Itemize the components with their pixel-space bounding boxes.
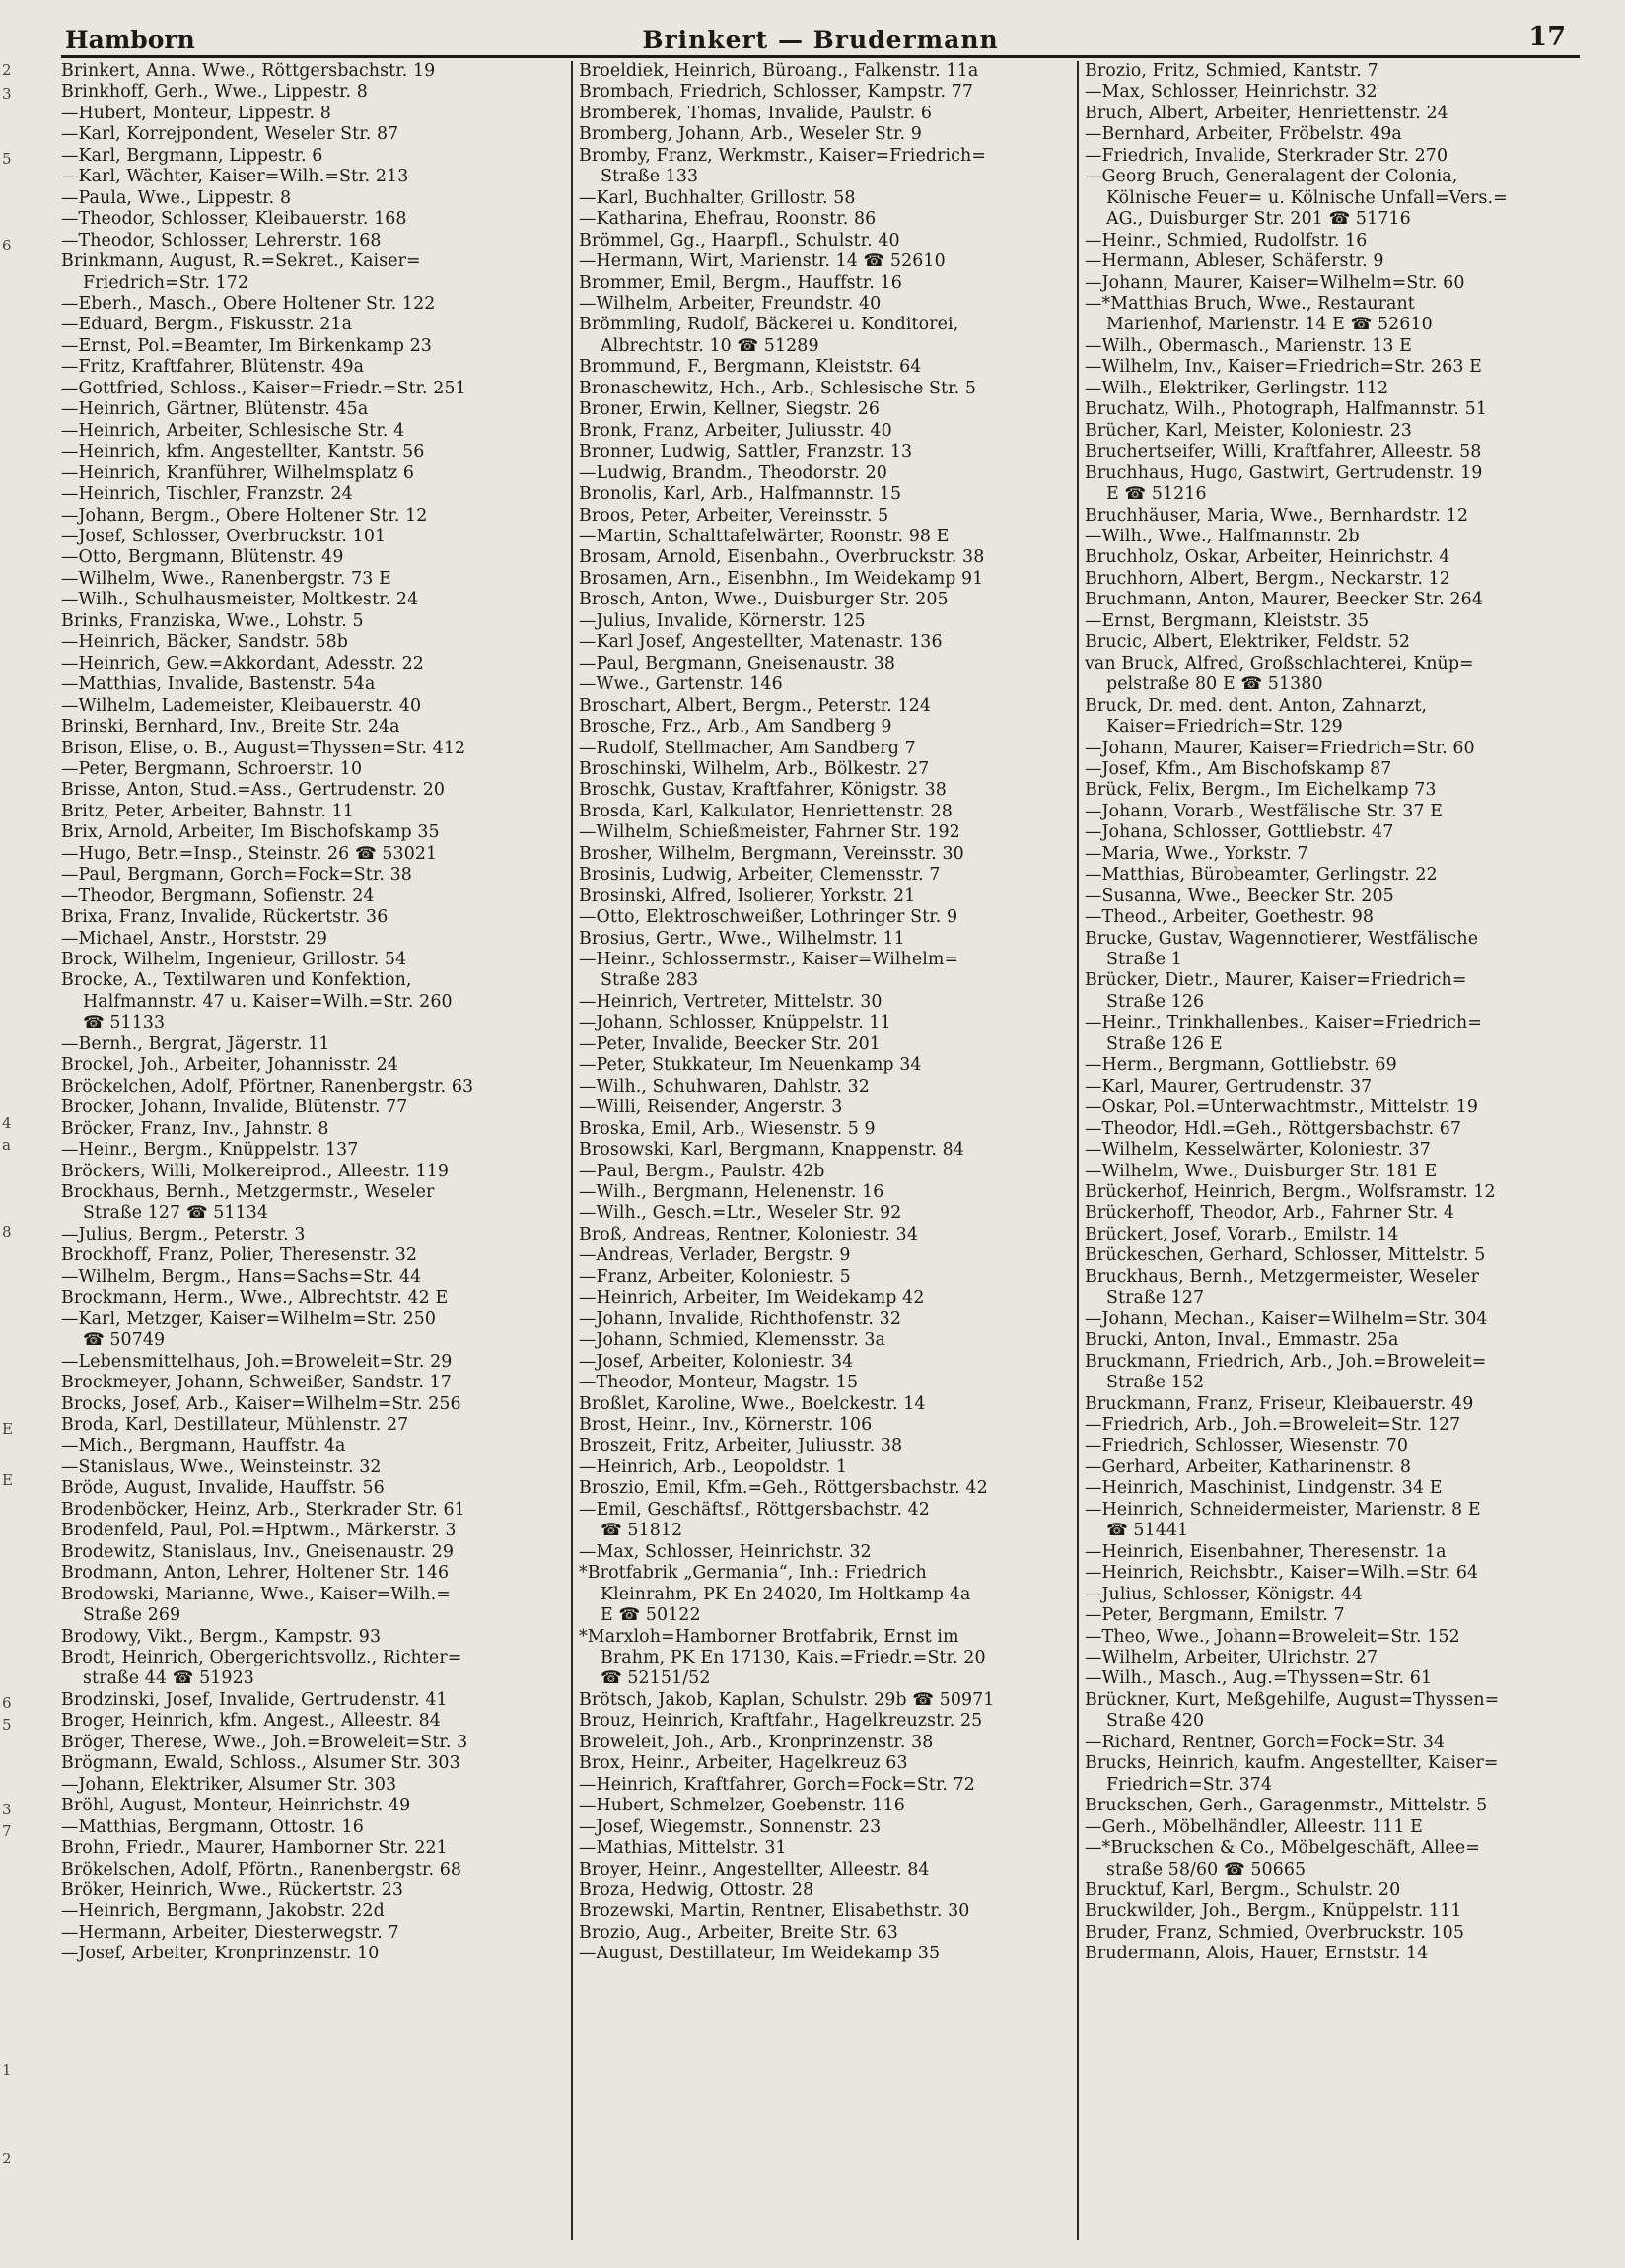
directory-entry: Halfmannstr. 47 u. Kaiser=Wilh.=Str. 260 xyxy=(83,991,453,1012)
directory-entry: —Julius, Schlosser, Königstr. 44 xyxy=(1085,1584,1363,1604)
directory-entry: Brücher, Karl, Meister, Koloniestr. 23 xyxy=(1085,420,1412,441)
directory-entry: Brouz, Heinrich, Kraftfahr., Hagelkreuzstr. 25 xyxy=(579,1711,983,1732)
directory-entry: Bruder, Franz, Schmied, Overbruckstr. 105 xyxy=(1085,1922,1465,1943)
directory-entry: Bröde, August, Invalide, Hauffstr. 56 xyxy=(61,1478,385,1499)
directory-entry: Brosche, Frz., Arb., Am Sandberg 9 xyxy=(579,717,892,738)
margin-mark: 2 xyxy=(2,2150,12,2167)
directory-entry: —Heinr., Trinkhallenbes., Kaiser=Friedrich= xyxy=(1085,1013,1483,1033)
margin-mark: 1 xyxy=(2,2061,12,2079)
directory-entry: —Karl, Maurer, Gertrudenstr. 37 xyxy=(1085,1076,1373,1097)
directory-entry: —Maria, Wwe., Yorkstr. 7 xyxy=(1085,843,1308,864)
directory-entry: Straße 127 xyxy=(1106,1288,1205,1309)
directory-entry: —Josef, Schlosser, Overbruckstr. 101 xyxy=(61,526,387,546)
directory-entry: —Gerhard, Arbeiter, Katharinenstr. 8 xyxy=(1085,1456,1412,1477)
margin-mark: a xyxy=(2,1136,11,1154)
directory-entry: —Josef, Arbeiter, Kronprinzenstr. 10 xyxy=(61,1944,380,1964)
directory-entry: —Richard, Rentner, Gorch=Fock=Str. 34 xyxy=(1085,1732,1446,1752)
directory-entry: Bröckelchen, Adolf, Pförtner, Ranenbergstr. 63 xyxy=(61,1076,474,1097)
directory-entry: —Heinrich, Arbeiter, Im Weidekamp 42 xyxy=(579,1288,925,1309)
directory-entry: Broner, Erwin, Kellner, Siegstr. 26 xyxy=(579,399,881,420)
directory-entry: Bröger, Therese, Wwe., Joh.=Broweleit=Str. 3 xyxy=(61,1732,468,1752)
directory-entry: Bruck, Dr. med. dent. Anton, Zahnarzt, xyxy=(1085,695,1428,716)
directory-entry: Brucks, Heinrich, kaufm. Angestellter, Kaiser= xyxy=(1085,1753,1499,1774)
directory-column-1 xyxy=(61,61,562,2240)
directory-entry: —Oskar, Pol.=Unterwachtmstr., Mittelstr. 19 xyxy=(1085,1098,1479,1118)
directory-entry: —Wilhelm, Wwe., Duisburger Str. 181 E xyxy=(1085,1161,1438,1181)
directory-entry: Bronk, Franz, Arbeiter, Juliusstr. 40 xyxy=(579,420,892,441)
directory-entry: —Friedrich, Arb., Joh.=Broweleit=Str. 127 xyxy=(1085,1415,1461,1435)
directory-entry: Bruchhorn, Albert, Bergm., Neckarstr. 12 xyxy=(1085,568,1450,589)
margin-mark: 7 xyxy=(2,1822,12,1840)
directory-entry: Brozewski, Martin, Rentner, Elisabethstr. 30 xyxy=(579,1901,970,1922)
directory-entry: —Mich., Bergmann, Hauffstr. 4a xyxy=(61,1436,346,1456)
directory-entry: Brinski, Bernhard, Inv., Breite Str. 24a xyxy=(61,717,400,738)
directory-entry: ☎ 52151/52 xyxy=(601,1668,711,1689)
header-name-range: Brinkert — Brudermann xyxy=(642,26,999,54)
directory-entry: —Matthias, Bürobeamter, Gerlingstr. 22 xyxy=(1085,865,1438,886)
directory-entry: Brömmling, Rudolf, Bäckerei u. Konditorei, xyxy=(579,315,959,335)
directory-entry: Kleinrahm, PK En 24020, Im Holtkamp 4a xyxy=(601,1584,971,1604)
directory-entry: —Johann, Vorarb., Westfälische Str. 37 E xyxy=(1085,801,1443,821)
directory-entry: Bröcker, Franz, Inv., Jahnstr. 8 xyxy=(61,1118,329,1139)
directory-entry: Broweleit, Joh., Arb., Kronprinzenstr. 38 xyxy=(579,1732,934,1752)
directory-entry: Broszio, Emil, Kfm.=Geh., Röttgersbachstr. 42 xyxy=(579,1478,988,1499)
directory-entry: —Johann, Invalide, Richthofenstr. 32 xyxy=(579,1309,902,1329)
directory-entry: Bröckers, Willi, Molkereiprod., Alleestr. 119 xyxy=(61,1161,450,1181)
directory-entry: —Hermann, Ableser, Schäferstr. 9 xyxy=(1085,251,1384,272)
directory-entry: —Katharina, Ehefrau, Roonstr. 86 xyxy=(579,209,877,230)
directory-entry: —Wilh., Bergmann, Helenenstr. 16 xyxy=(579,1182,884,1203)
directory-entry: pelstraße 80 E ☎ 51380 xyxy=(1106,674,1323,695)
directory-entry: —Wilh., Elektriker, Gerlingstr. 112 xyxy=(1085,378,1389,398)
margin-mark: 6 xyxy=(2,237,12,254)
directory-entry: Friedrich=Str. 374 xyxy=(1106,1774,1273,1795)
directory-entry: Straße 152 xyxy=(1106,1373,1205,1393)
directory-entry: —Paul, Bergmann, Gneisenaustr. 38 xyxy=(579,653,896,673)
directory-entry: E ☎ 51216 xyxy=(1106,484,1207,505)
directory-entry: Broska, Emil, Arb., Wiesenstr. 5 9 xyxy=(579,1118,876,1139)
directory-entry: —Wilhelm, Inv., Kaiser=Friedrich=Str. 263 E xyxy=(1085,357,1482,378)
directory-entry: Friedrich=Str. 172 xyxy=(83,272,249,293)
directory-entry: Bromberg, Johann, Arb., Weseler Str. 9 xyxy=(579,124,922,145)
directory-entry: —Ludwig, Brandm., Theodorstr. 20 xyxy=(579,462,887,483)
directory-entry: Broschinski, Wilhelm, Arb., Bölkestr. 27 xyxy=(579,758,930,779)
directory-entry: —Wilh., Masch., Aug.=Thyssen=Str. 61 xyxy=(1085,1668,1433,1689)
directory-entry: Brinkert, Anna. Wwe., Röttgersbachstr. 19 xyxy=(61,61,436,81)
directory-entry: Brocke, A., Textilwaren und Konfektion, xyxy=(61,970,412,991)
directory-entry: Brodewitz, Stanislaus, Inv., Gneisenaustr. 29 xyxy=(61,1541,455,1562)
directory-entry: —Mathias, Mittelstr. 31 xyxy=(579,1838,787,1859)
directory-entry: Brixa, Franz, Invalide, Rückertstr. 36 xyxy=(61,907,389,928)
directory-entry: Brommund, F., Bergmann, Kleiststr. 64 xyxy=(579,357,922,378)
directory-entry: Brückeschen, Gerhard, Schlosser, Mittelstr. 5 xyxy=(1085,1245,1486,1266)
directory-entry: Brockhoff, Franz, Polier, Theresenstr. 32 xyxy=(61,1245,418,1266)
directory-entry: Brozio, Fritz, Schmied, Kantstr. 7 xyxy=(1085,61,1378,81)
directory-entry: —Michael, Anstr., Horststr. 29 xyxy=(61,928,327,949)
directory-entry: —Gerh., Möbelhändler, Alleestr. 111 E xyxy=(1085,1816,1423,1837)
directory-entry: Marienhof, Marienstr. 14 E ☎ 52610 xyxy=(1106,315,1433,335)
directory-entry: —Bernhard, Arbeiter, Fröbelstr. 49a xyxy=(1085,124,1402,145)
directory-entry: —Rudolf, Stellmacher, Am Sandberg 7 xyxy=(579,738,916,758)
directory-entry: Bruckhaus, Bernh., Metzgermeister, Weseler xyxy=(1085,1266,1480,1287)
directory-entry: —Theodor, Schlosser, Kleibauerstr. 168 xyxy=(61,209,407,230)
directory-entry: Brock, Wilhelm, Ingenieur, Grillostr. 54 xyxy=(61,950,407,970)
directory-entry: Bronaschewitz, Hch., Arb., Schlesische Str. 5 xyxy=(579,378,977,398)
directory-entry: —Johann, Mechan., Kaiser=Wilhelm=Str. 304 xyxy=(1085,1309,1488,1329)
directory-entry: —Max, Schlosser, Heinrichstr. 32 xyxy=(1085,82,1378,103)
directory-entry: —Paula, Wwe., Lippestr. 8 xyxy=(61,187,292,208)
directory-entry: —Heinrich, Kraftfahrer, Gorch=Fock=Str. 72 xyxy=(579,1774,975,1795)
margin-mark: 4 xyxy=(2,1114,12,1132)
directory-entry: —Friedrich, Schlosser, Wiesenstr. 70 xyxy=(1085,1436,1409,1456)
directory-entry: —Peter, Stukkateur, Im Neuenkamp 34 xyxy=(579,1055,922,1076)
directory-entry: Brinkmann, August, R.=Sekret., Kaiser= xyxy=(61,251,421,272)
directory-entry: Broszeit, Fritz, Arbeiter, Juliusstr. 38 xyxy=(579,1436,903,1456)
margin-mark: E xyxy=(2,1420,13,1438)
directory-entry: ☎ 51133 xyxy=(83,1013,166,1033)
directory-entry: —Paul, Bergm., Paulstr. 42b xyxy=(579,1161,825,1181)
directory-entry: —Karl, Buchhalter, Grillostr. 58 xyxy=(579,187,856,208)
directory-entry: —Wilhelm, Arbeiter, Ulrichstr. 27 xyxy=(1085,1647,1378,1667)
directory-entry: Brocker, Johann, Invalide, Blütenstr. 77 xyxy=(61,1098,408,1118)
directory-entry: Bröker, Heinrich, Wwe., Rückertstr. 23 xyxy=(61,1879,404,1900)
directory-entry: Broeldiek, Heinrich, Büroang., Falkenstr. 11a xyxy=(579,61,979,81)
directory-entry: Bruckschen, Gerh., Garagenmstr., Mittelstr. 5 xyxy=(1085,1796,1488,1816)
directory-entry: —Franz, Arbeiter, Koloniestr. 5 xyxy=(579,1266,851,1287)
directory-entry: —Emil, Geschäftsf., Röttgersbachstr. 42 xyxy=(579,1499,930,1520)
directory-entry: —Peter, Bergmann, Emilstr. 7 xyxy=(1085,1605,1345,1626)
directory-entry: —Johann, Bergm., Obere Holtener Str. 12 xyxy=(61,505,428,526)
directory-entry: —Max, Schlosser, Heinrichstr. 32 xyxy=(579,1541,872,1562)
directory-entry: Brosinski, Alfred, Isolierer, Yorkstr. 21 xyxy=(579,886,916,906)
directory-entry: Brosinis, Ludwig, Arbeiter, Clemensstr. 7 xyxy=(579,865,941,886)
directory-entry: —Heinrich, Schneidermeister, Marienstr. 8 E xyxy=(1085,1499,1481,1520)
directory-entry: —Wilhelm, Lademeister, Kleibauerstr. 40 xyxy=(61,695,422,716)
directory-entry: —Ernst, Pol.=Beamter, Im Birkenkamp 23 xyxy=(61,335,432,356)
directory-entry: —Wilh., Schulhausmeister, Moltkestr. 24 xyxy=(61,590,419,610)
directory-entry: Brückerhoff, Theodor, Arb., Fahrner Str. 4 xyxy=(1085,1203,1455,1224)
directory-entry: Bruchatz, Wilh., Photograph, Halfmannstr. 51 xyxy=(1085,399,1488,420)
directory-entry: —Heinrich, Eisenbahner, Theresenstr. 1a xyxy=(1085,1541,1447,1562)
directory-entry: Brökelschen, Adolf, Pförtn., Ranenbergstr. 68 xyxy=(61,1859,462,1879)
directory-entry: E ☎ 50122 xyxy=(601,1605,701,1626)
directory-entry: Brommer, Emil, Bergm., Hauffstr. 16 xyxy=(579,272,902,293)
directory-entry: Bruchholz, Oskar, Arbeiter, Heinrichstr. 4 xyxy=(1085,547,1450,568)
directory-entry: Brisse, Anton, Stud.=Ass., Gertrudenstr. 20 xyxy=(61,780,446,801)
directory-entry: Bruckwilder, Joh., Bergm., Knüppelstr. 111 xyxy=(1085,1901,1462,1922)
directory-entry: Brodt, Heinrich, Obergerichtsvollz., Richter= xyxy=(61,1647,462,1667)
directory-entry: —Heinrich, Kranführer, Wilhelmsplatz 6 xyxy=(61,462,415,483)
directory-entry: Straße 269 xyxy=(83,1605,181,1626)
directory-entry: Brison, Elise, o. B., August=Thyssen=Str. 412 xyxy=(61,738,466,758)
directory-entry: —Johann, Maurer, Kaiser=Friedrich=Str. 60 xyxy=(1085,738,1475,758)
directory-entry: Britz, Peter, Arbeiter, Bahnstr. 11 xyxy=(61,801,354,821)
directory-entry: —Matthias, Invalide, Bastenstr. 54a xyxy=(61,674,376,695)
directory-entry: Brockel, Joh., Arbeiter, Johannisstr. 24 xyxy=(61,1055,398,1076)
directory-entry: Brodenböcker, Heinz, Arb., Sterkrader Str. 61 xyxy=(61,1499,465,1520)
directory-entry: —Heinrich, Tischler, Franzstr. 24 xyxy=(61,484,353,505)
directory-entry: —*Bruckschen & Co., Möbelgeschäft, Allee= xyxy=(1085,1838,1480,1859)
directory-entry: —Johann, Schlosser, Knüppelstr. 11 xyxy=(579,1013,891,1033)
directory-entry: —Heinr., Schmied, Rudolfstr. 16 xyxy=(1085,230,1368,250)
directory-entry: —August, Destillateur, Im Weidekamp 35 xyxy=(579,1944,941,1964)
directory-entry: —Wilhelm, Bergm., Hans=Sachs=Str. 44 xyxy=(61,1266,422,1287)
directory-entry: —Josef, Arbeiter, Koloniestr. 34 xyxy=(579,1351,854,1372)
directory-entry: Brückner, Kurt, Meßgehilfe, August=Thyssen= xyxy=(1085,1689,1500,1710)
directory-entry: —Herm., Bergmann, Gottliebstr. 69 xyxy=(1085,1055,1397,1076)
directory-entry: —Theodor, Schlosser, Lehrerstr. 168 xyxy=(61,230,382,250)
directory-entry: Straße 283 xyxy=(601,970,699,991)
directory-entry: Straße 420 xyxy=(1106,1711,1205,1732)
directory-entry: —Paul, Bergmann, Gorch=Fock=Str. 38 xyxy=(61,865,412,886)
directory-entry: —Karl, Wächter, Kaiser=Wilh.=Str. 213 xyxy=(61,167,409,187)
page-header xyxy=(61,22,1580,58)
directory-entry: —Peter, Bergmann, Schroerstr. 10 xyxy=(61,758,363,779)
directory-entry: —Otto, Elektroschweißer, Lothringer Str. 9 xyxy=(579,907,958,928)
directory-entry: ☎ 50749 xyxy=(83,1330,166,1351)
directory-entry: —Heinr., Bergm., Knüppelstr. 137 xyxy=(61,1140,359,1161)
directory-entry: Brosda, Karl, Kalkulator, Henriettenstr. 28 xyxy=(579,801,953,821)
directory-entry: Brosch, Anton, Wwe., Duisburger Str. 205 xyxy=(579,590,949,610)
directory-entry: Broschk, Gustav, Kraftfahrer, Königstr. 38 xyxy=(579,780,947,801)
directory-entry: Broda, Karl, Destillateur, Mühlenstr. 27 xyxy=(61,1415,409,1435)
directory-entry: ☎ 51441 xyxy=(1106,1521,1189,1541)
margin-mark: 8 xyxy=(2,1223,12,1240)
directory-entry: Brucktuf, Karl, Bergm., Schulstr. 20 xyxy=(1085,1879,1401,1900)
margin-mark: 3 xyxy=(2,85,12,103)
directory-entry: straße 58/60 ☎ 50665 xyxy=(1106,1859,1307,1879)
directory-entry: —Fritz, Kraftfahrer, Blütenstr. 49a xyxy=(61,357,365,378)
directory-entry: —Johann, Maurer, Kaiser=Wilhelm=Str. 60 xyxy=(1085,272,1465,293)
directory-entry: Bruchmann, Anton, Maurer, Beecker Str. 264 xyxy=(1085,590,1483,610)
directory-entry: Straße 126 E xyxy=(1106,1033,1223,1054)
directory-entry: —Gottfried, Schloss., Kaiser=Friedr.=Str. 251 xyxy=(61,378,466,398)
directory-entry: —Heinrich, Arbeiter, Schlesische Str. 4 xyxy=(61,420,405,441)
directory-entry: —Susanna, Wwe., Beecker Str. 205 xyxy=(1085,886,1394,906)
directory-entry: —Josef, Kfm., Am Bischofskamp 87 xyxy=(1085,758,1392,779)
directory-entry: —Ernst, Bergmann, Kleiststr. 35 xyxy=(1085,610,1370,631)
directory-entry: Brögmann, Ewald, Schloss., Alsumer Str. 303 xyxy=(61,1753,460,1774)
directory-entry: Broyer, Heinr., Angestellter, Alleestr. 84 xyxy=(579,1859,930,1879)
directory-entry: Bruch, Albert, Arbeiter, Henriettenstr. 24 xyxy=(1085,103,1448,123)
directory-entry: Brost, Heinr., Inv., Körnerstr. 106 xyxy=(579,1415,873,1435)
directory-entry: —Karl, Korrejpondent, Weseler Str. 87 xyxy=(61,124,399,145)
margin-mark: 3 xyxy=(2,1801,12,1818)
directory-entry: —Heinrich, Gärtner, Blütenstr. 45a xyxy=(61,399,369,420)
directory-entry: —Wilh., Wwe., Halfmannstr. 2b xyxy=(1085,526,1360,546)
directory-entry: Brodowski, Marianne, Wwe., Kaiser=Wilh.= xyxy=(61,1584,451,1604)
directory-entry: Brinkhoff, Gerh., Wwe., Lippestr. 8 xyxy=(61,82,368,103)
directory-entry: —Theodor, Monteur, Magstr. 15 xyxy=(579,1373,859,1393)
directory-entry: —Hubert, Schmelzer, Goebenstr. 116 xyxy=(579,1796,905,1816)
directory-entry: —Theodor, Bergmann, Sofienstr. 24 xyxy=(61,886,375,906)
directory-entry: Bromby, Franz, Werkmstr., Kaiser=Friedrich= xyxy=(579,145,986,166)
margin-mark: 2 xyxy=(2,61,12,79)
directory-entry: —Eduard, Bergm., Fiskusstr. 21a xyxy=(61,315,353,335)
directory-entry: —Theodor, Hdl.=Geh., Röttgersbachstr. 67 xyxy=(1085,1118,1462,1139)
directory-entry: Kaiser=Friedrich=Str. 129 xyxy=(1106,717,1343,738)
directory-entry: Brombach, Friedrich, Schlosser, Kampstr. 77 xyxy=(579,82,974,103)
directory-entry: —Willi, Reisender, Angerstr. 3 xyxy=(579,1098,843,1118)
directory-entry: —Hubert, Monteur, Lippestr. 8 xyxy=(61,103,331,123)
directory-entry: —Heinrich, kfm. Angestellter, Kantstr. 56 xyxy=(61,442,425,462)
directory-entry: Broschart, Albert, Bergm., Peterstr. 124 xyxy=(579,695,932,716)
directory-entry: *Brotfabrik „Germania“, Inh.: Friedrich xyxy=(579,1563,927,1584)
directory-entry: Brosher, Wilhelm, Bergmann, Vereinsstr. 30 xyxy=(579,843,964,864)
directory-entry: ☎ 51812 xyxy=(601,1521,683,1541)
directory-entry: —Bernh., Bergrat, Jägerstr. 11 xyxy=(61,1033,330,1054)
directory-entry: Broos, Peter, Arbeiter, Vereinsstr. 5 xyxy=(579,505,889,526)
directory-entry: Brahm, PK En 17130, Kais.=Friedr.=Str. 20 xyxy=(601,1647,986,1667)
directory-entry: Bruchertseifer, Willi, Kraftfahrer, Alleestr. 58 xyxy=(1085,442,1482,462)
directory-entry: —Wilhelm, Arbeiter, Freundstr. 40 xyxy=(579,293,882,314)
directory-entry: —Hermann, Wirt, Marienstr. 14 ☎ 52610 xyxy=(579,251,946,272)
directory-entry: —Johann, Elektriker, Alsumer Str. 303 xyxy=(61,1774,397,1795)
directory-entry: Brucic, Albert, Elektriker, Feldstr. 52 xyxy=(1085,632,1411,653)
directory-entry: Brückert, Josef, Vorarb., Emilstr. 14 xyxy=(1085,1224,1399,1244)
directory-entry: Brosowski, Karl, Bergmann, Knappenstr. 84 xyxy=(579,1140,964,1161)
directory-entry: Broger, Heinrich, kfm. Angest., Alleestr. 84 xyxy=(61,1711,441,1732)
directory-entry: Brohn, Friedr., Maurer, Hamborner Str. 221 xyxy=(61,1838,448,1859)
directory-entry: —Heinrich, Bergmann, Jakobstr. 22d xyxy=(61,1901,385,1922)
directory-entry: Bröhl, August, Monteur, Heinrichstr. 49 xyxy=(61,1796,411,1816)
directory-entry: —Hermann, Arbeiter, Diesterwegstr. 7 xyxy=(61,1922,399,1943)
directory-entry: Brix, Arnold, Arbeiter, Im Bischofskamp 35 xyxy=(61,822,440,843)
directory-entry: straße 44 ☎ 51923 xyxy=(83,1668,254,1689)
directory-entry: —Otto, Bergmann, Blütenstr. 49 xyxy=(61,547,344,568)
margin-mark: E xyxy=(2,1471,13,1489)
directory-entry: Brucke, Gustav, Wagennotierer, Westfälische xyxy=(1085,928,1479,949)
left-margin-strip xyxy=(0,39,16,2258)
directory-entry: —Julius, Bergm., Peterstr. 3 xyxy=(61,1224,306,1244)
directory-entry: —Stanislaus, Wwe., Weinsteinstr. 32 xyxy=(61,1456,382,1477)
margin-mark: 5 xyxy=(2,1716,12,1734)
directory-entry: Broß, Andreas, Rentner, Koloniestr. 34 xyxy=(579,1224,918,1244)
directory-entry: —Wilh., Obermasch., Marienstr. 13 E xyxy=(1085,335,1412,356)
directory-entry: —Johana, Schlosser, Gottliebstr. 47 xyxy=(1085,822,1394,843)
directory-entry: Brockhaus, Bernh., Metzgermstr., Weseler xyxy=(61,1182,435,1203)
directory-entry: —Hugo, Betr.=Insp., Steinstr. 26 ☎ 53021 xyxy=(61,843,438,864)
directory-column-3 xyxy=(1077,61,1590,2240)
directory-entry: —Karl Josef, Angestellter, Matenastr. 136 xyxy=(579,632,943,653)
directory-entry: Brückerhof, Heinrich, Bergm., Wolfsramstr. 12 xyxy=(1085,1182,1496,1203)
directory-entry: Straße 1 xyxy=(1106,950,1182,970)
directory-entry: —Theo, Wwe., Johann=Broweleit=Str. 152 xyxy=(1085,1626,1460,1647)
directory-entry: Bruchhäuser, Maria, Wwe., Bernhardstr. 12 xyxy=(1085,505,1468,526)
directory-entry: Bruckmann, Friedrich, Arb., Joh.=Broweleit= xyxy=(1085,1351,1487,1372)
directory-entry: Brockmeyer, Johann, Schweißer, Sandstr. 17 xyxy=(61,1373,452,1393)
directory-entry: Brucki, Anton, Inval., Emmastr. 25a xyxy=(1085,1330,1399,1351)
directory-entry: —Johann, Schmied, Klemensstr. 3a xyxy=(579,1330,885,1351)
directory-entry: Brozio, Aug., Arbeiter, Breite Str. 63 xyxy=(579,1922,898,1943)
directory-entry: —Karl, Metzger, Kaiser=Wilhelm=Str. 250 xyxy=(61,1309,437,1329)
directory-entry: Bruckmann, Franz, Friseur, Kleibauerstr. 49 xyxy=(1085,1393,1474,1414)
directory-entry: —*Matthias Bruch, Wwe., Restaurant xyxy=(1085,293,1415,314)
directory-entry: Albrechtstr. 10 ☎ 51289 xyxy=(601,335,819,356)
directory-entry: Broza, Hedwig, Ottostr. 28 xyxy=(579,1879,814,1900)
directory-entry: —Karl, Bergmann, Lippestr. 6 xyxy=(61,145,323,166)
directory-entry: Bronolis, Karl, Arb., Halfmannstr. 15 xyxy=(579,484,902,505)
directory-entry: —Heinrich, Gew.=Akkordant, Adesstr. 22 xyxy=(61,653,424,673)
directory-entry: —Eberh., Masch., Obere Holtener Str. 122 xyxy=(61,293,436,314)
directory-entry: —Andreas, Verlader, Bergstr. 9 xyxy=(579,1245,851,1266)
directory-column-2 xyxy=(571,61,1074,2240)
margin-mark: 6 xyxy=(2,1694,12,1712)
directory-entry: van Bruck, Alfred, Großschlachterei, Knüp= xyxy=(1085,653,1474,673)
directory-entry: Brück, Felix, Bergm., Im Eichelkamp 73 xyxy=(1085,780,1437,801)
directory-entry: —Wwe., Gartenstr. 146 xyxy=(579,674,783,695)
directory-entry: —Lebensmittelhaus, Joh.=Broweleit=Str. 29 xyxy=(61,1351,453,1372)
directory-entry: Brox, Heinr., Arbeiter, Hagelkreuz 63 xyxy=(579,1753,908,1774)
directory-entry: Brosamen, Arn., Eisenbhn., Im Weidekamp 91 xyxy=(579,568,984,589)
directory-entry: Broßlet, Karoline, Wwe., Boelckestr. 14 xyxy=(579,1393,926,1414)
directory-entry: Straße 127 ☎ 51134 xyxy=(83,1203,269,1224)
directory-entry: Brücker, Dietr., Maurer, Kaiser=Friedrich= xyxy=(1085,970,1467,991)
directory-entry: Bruchhaus, Hugo, Gastwirt, Gertrudenstr. 19 xyxy=(1085,462,1483,483)
directory-entry: —Heinr., Schlossermstr., Kaiser=Wilhelm= xyxy=(579,950,959,970)
directory-entry: Bronner, Ludwig, Sattler, Franzstr. 13 xyxy=(579,442,913,462)
directory-entry: Brodowy, Vikt., Bergm., Kampstr. 93 xyxy=(61,1626,382,1647)
directory-entry: Brocks, Josef, Arb., Kaiser=Wilhelm=Str. 256 xyxy=(61,1393,461,1414)
directory-entry: —Matthias, Bergmann, Ottostr. 16 xyxy=(61,1816,364,1837)
directory-entry: Brömmel, Gg., Haarpfl., Schulstr. 40 xyxy=(579,230,900,250)
directory-entry: —Theod., Arbeiter, Goethestr. 98 xyxy=(1085,907,1375,928)
margin-mark: 5 xyxy=(2,150,12,168)
directory-entry: —Georg Bruch, Generalagent der Colonia, xyxy=(1085,167,1458,187)
directory-entry: —Martin, Schalttafelwärter, Roonstr. 98 E xyxy=(579,526,950,546)
directory-entry: Kölnische Feuer= u. Kölnische Unfall=Vers.= xyxy=(1106,187,1508,208)
directory-entry: Brinks, Franziska, Wwe., Lohstr. 5 xyxy=(61,610,364,631)
directory-entry: —Josef, Wiegemstr., Sonnenstr. 23 xyxy=(579,1816,882,1837)
directory-entry: Brodzinski, Josef, Invalide, Gertrudenstr. 41 xyxy=(61,1689,448,1710)
directory-columns xyxy=(61,61,1588,2240)
directory-entry: —Wilh., Gesch.=Ltr., Weseler Str. 92 xyxy=(579,1203,902,1224)
directory-entry: Brosius, Gertr., Wwe., Wilhelmstr. 11 xyxy=(579,928,905,949)
directory-entry: *Marxloh=Hamborner Brotfabrik, Ernst im xyxy=(579,1626,959,1647)
directory-entry: Brockmann, Herm., Wwe., Albrechtstr. 42 E xyxy=(61,1288,449,1309)
directory-entry: —Heinrich, Vertreter, Mittelstr. 30 xyxy=(579,991,883,1012)
directory-entry: Brötsch, Jakob, Kaplan, Schulstr. 29b ☎ 50971 xyxy=(579,1689,995,1710)
directory-entry: Straße 133 xyxy=(601,167,699,187)
header-locality: Hamborn xyxy=(65,26,195,54)
directory-entry: —Wilhelm, Wwe., Ranenbergstr. 73 E xyxy=(61,568,391,589)
directory-entry: Brosam, Arnold, Eisenbahn., Overbruckstr. 38 xyxy=(579,547,985,568)
directory-entry: Brudermann, Alois, Hauer, Ernststr. 14 xyxy=(1085,1944,1429,1964)
directory-entry: —Heinrich, Bäcker, Sandstr. 58b xyxy=(61,632,349,653)
directory-entry: AG., Duisburger Str. 201 ☎ 51716 xyxy=(1106,209,1411,230)
directory-entry: —Wilh., Schuhwaren, Dahlstr. 32 xyxy=(579,1076,870,1097)
directory-entry: Brodenfeld, Paul, Pol.=Hptwm., Märkerstr. 3 xyxy=(61,1521,457,1541)
directory-entry: —Wilhelm, Kesselwärter, Koloniestr. 37 xyxy=(1085,1140,1431,1161)
directory-entry: —Friedrich, Invalide, Sterkrader Str. 270 xyxy=(1085,145,1448,166)
directory-entry: —Heinrich, Maschinist, Lindgenstr. 34 E xyxy=(1085,1478,1443,1499)
directory-entry: Brodmann, Anton, Lehrer, Holtener Str. 146 xyxy=(61,1563,450,1584)
directory-entry: —Heinrich, Reichsbtr., Kaiser=Wilh.=Str. 64 xyxy=(1085,1563,1479,1584)
directory-entry: —Heinrich, Arb., Leopoldstr. 1 xyxy=(579,1456,848,1477)
page-number: 17 xyxy=(1528,22,1566,52)
directory-entry: —Wilhelm, Schießmeister, Fahrner Str. 192 xyxy=(579,822,960,843)
directory-entry: —Peter, Invalide, Beecker Str. 201 xyxy=(579,1033,881,1054)
directory-entry: Bromberek, Thomas, Invalide, Paulstr. 6 xyxy=(579,103,933,123)
directory-entry: —Julius, Invalide, Körnerstr. 125 xyxy=(579,610,866,631)
directory-entry: Straße 126 xyxy=(1106,991,1205,1012)
